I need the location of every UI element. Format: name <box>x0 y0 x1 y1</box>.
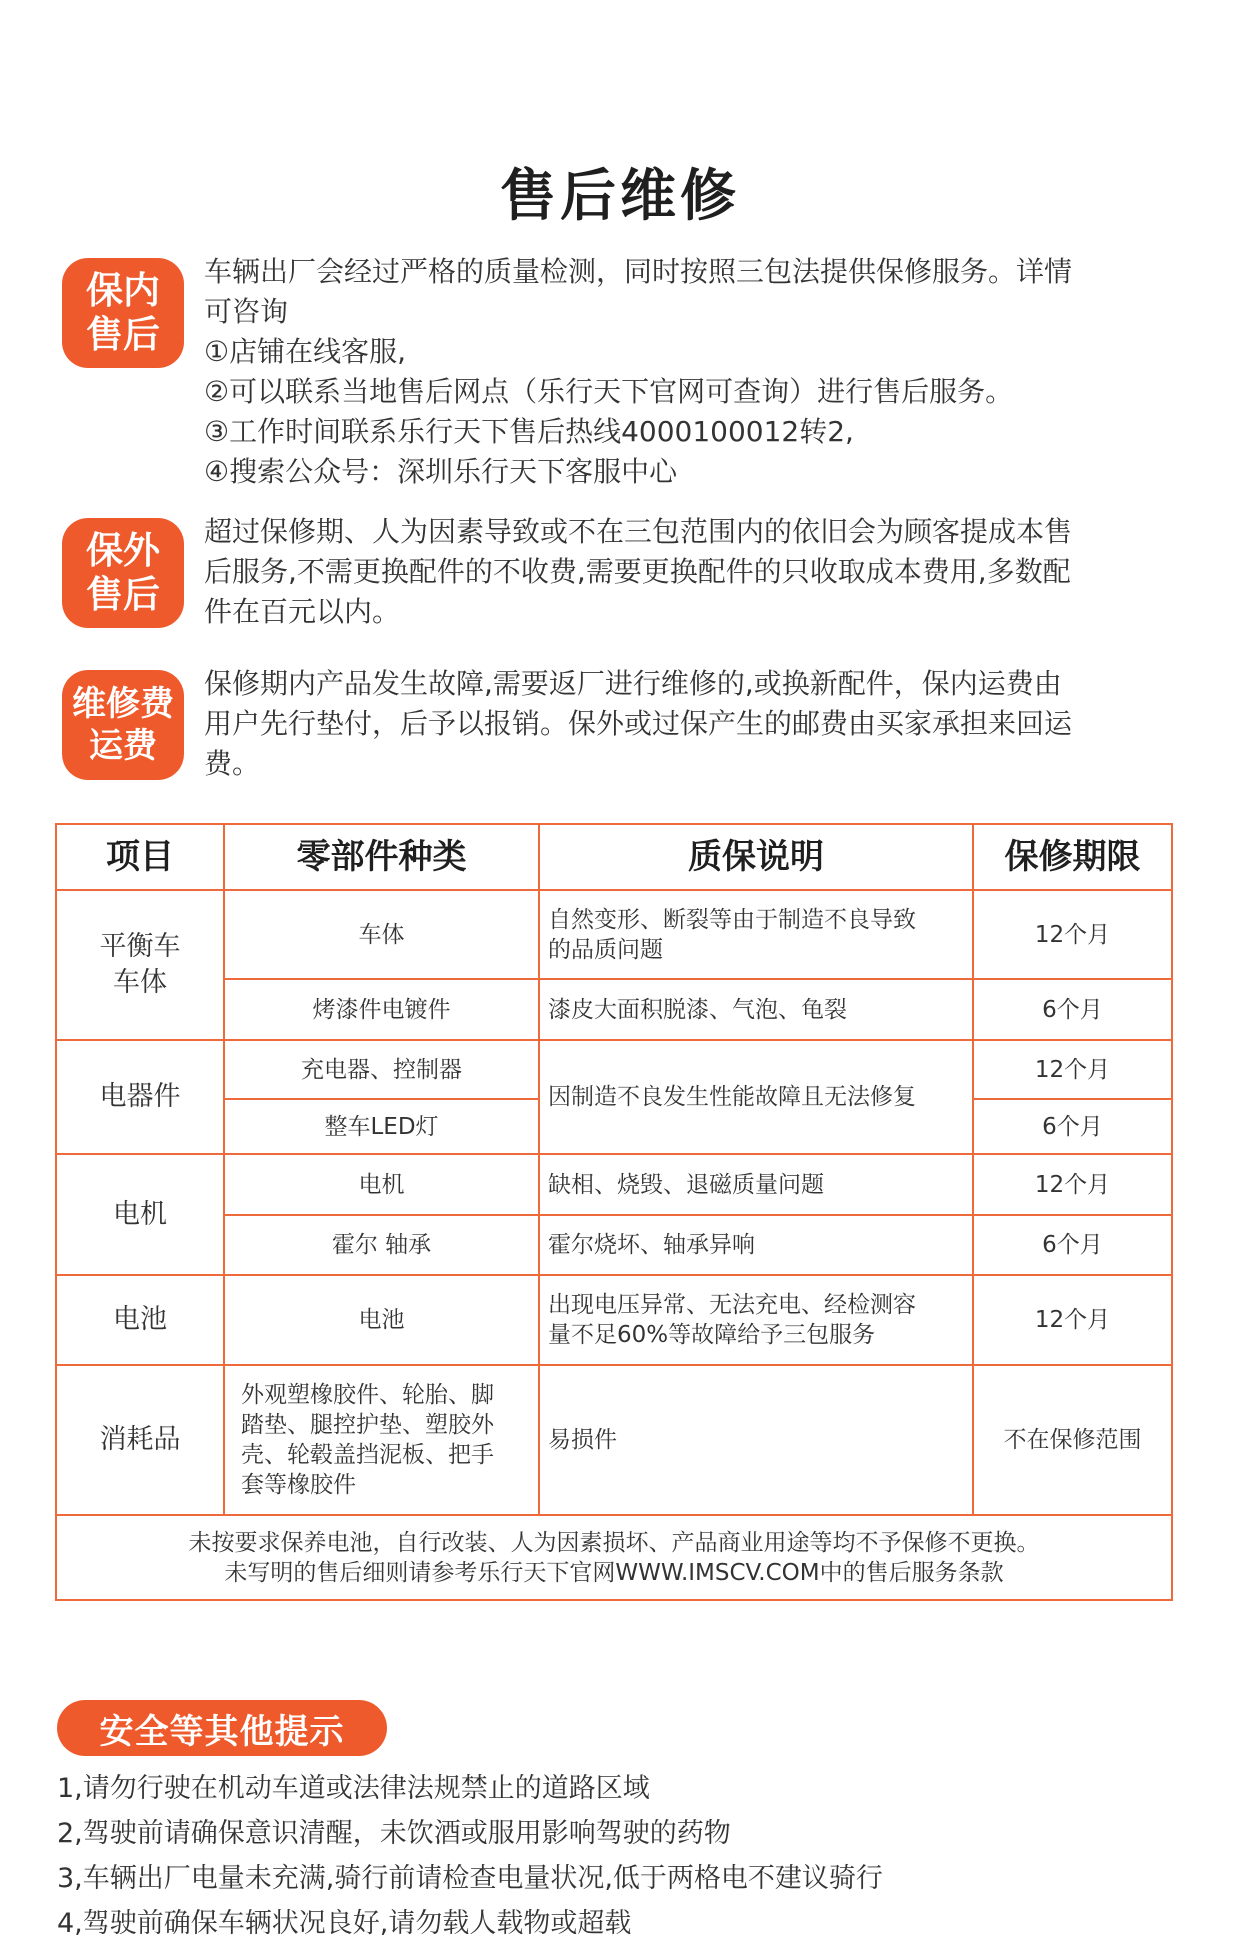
text-line: 用户先行垫付，后予以报销。保外或过保产生的邮费由买家承担来回运 <box>204 707 1073 740</box>
part-line: 外观塑橡胶件、轮胎、脚 <box>241 1382 494 1408</box>
text-line: ①店铺在线客服, <box>204 335 407 368</box>
desc-cell: 缺相、烧毁、退磁质量问题 <box>539 1154 973 1215</box>
text-line: ④搜索公众号：深圳乐行天下客服中心 <box>204 455 678 488</box>
part-cell: 整车LED灯 <box>224 1099 539 1154</box>
in-warranty-text <box>204 252 1190 492</box>
part-line: 套等橡胶件 <box>241 1472 356 1498</box>
shipping-fee-badge <box>62 670 184 780</box>
desc-line: 的品质问题 <box>548 936 663 963</box>
tip-item: 1,请勿行驶在机动车道或法律法规禁止的道路区域 <box>57 1773 650 1804</box>
period-cell: 6个月 <box>973 1215 1172 1275</box>
badge-line: 运费 <box>89 726 157 766</box>
safety-tips-list <box>57 1766 1187 1946</box>
text-line: 后服务,不需更换配件的不收费,需要更换配件的只收取成本费用,多数配 <box>204 555 1071 588</box>
out-warranty-text <box>204 512 1190 632</box>
table-row <box>56 1215 1172 1275</box>
page-title: 售后维修 <box>500 164 740 229</box>
desc-cell: 易损件 <box>539 1365 973 1515</box>
text-line: ③工作时间联系乐行天下售后热线4000100012转2, <box>204 415 854 448</box>
table-row <box>56 1040 1172 1099</box>
part-line: 壳、轮毂盖挡泥板、把手 <box>241 1442 494 1468</box>
warranty-table <box>55 823 1173 1601</box>
part-cell: 电池 <box>224 1275 539 1365</box>
period-cell: 12个月 <box>973 1040 1172 1099</box>
text-line: 费。 <box>204 747 261 780</box>
header-period: 保修期限 <box>973 824 1172 890</box>
category-line: 平衡车 <box>99 931 181 962</box>
part-cell: 烤漆件电镀件 <box>224 979 539 1040</box>
desc-line: 量不足60%等故障给予三包服务 <box>548 1322 876 1348</box>
text-line: 件在百元以内。 <box>204 595 401 628</box>
desc-line: 出现电压异常、无法充电、经检测容 <box>548 1292 916 1318</box>
in-warranty-badge <box>62 258 184 368</box>
part-cell: 充电器、控制器 <box>224 1040 539 1099</box>
period-cell: 12个月 <box>973 1154 1172 1215</box>
desc-cell: 因制造不良发生性能故障且无法修复 <box>539 1040 973 1154</box>
tip-item: 2,驾驶前请确保意识清醒，未饮酒或服用影响驾驶的药物 <box>57 1818 731 1849</box>
table-header-row <box>56 824 1172 890</box>
part-cell: 霍尔 轴承 <box>224 1215 539 1275</box>
category-battery: 电池 <box>56 1275 224 1365</box>
desc-line: 自然变形、断裂等由于制造不良导致 <box>548 906 916 933</box>
category-line: 车体 <box>113 967 167 998</box>
header-item: 项目 <box>56 824 224 890</box>
badge-line: 维修费 <box>72 684 174 724</box>
tip-item: 3,车辆出厂电量未充满,骑行前请检查电量状况,低于两格电不建议骑行 <box>57 1863 883 1894</box>
period-cell: 12个月 <box>973 1275 1172 1365</box>
part-cell: 电机 <box>224 1154 539 1215</box>
period-cell: 6个月 <box>973 979 1172 1040</box>
text-line: 车辆出厂会经过严格的质量检测，同时按照三包法提供保修服务。详情 <box>204 255 1073 288</box>
period-cell: 不在保修范围 <box>973 1365 1172 1515</box>
desc-cell <box>539 890 973 979</box>
period-cell: 12个月 <box>973 890 1172 979</box>
footer-line: 未写明的售后细则请参考乐行天下官网WWW.IMSCV.COM中的售后服务条款 <box>224 1559 1004 1586</box>
text-line: ②可以联系当地售后网点（乐行天下官网可查询）进行售后服务。 <box>204 375 1014 408</box>
badge-line: 售后 <box>86 313 160 356</box>
footer-line: 未按要求保养电池，自行改装、人为因素损坏、产品商业用途等均不予保修不更换。 <box>188 1529 1040 1556</box>
category-balance <box>56 890 224 1040</box>
tip-item: 4,驾驶前确保车辆状况良好,请勿载人载物或超载 <box>57 1908 632 1939</box>
out-warranty-badge <box>62 518 184 628</box>
table-row <box>56 1275 1172 1365</box>
header-part: 零部件种类 <box>224 824 539 890</box>
table-footer <box>56 1515 1172 1600</box>
part-line: 踏垫、腿控护垫、塑胶外 <box>241 1412 494 1438</box>
table-row <box>56 979 1172 1040</box>
period-cell: 6个月 <box>973 1099 1172 1154</box>
badge-line: 售后 <box>86 573 160 616</box>
category-motor: 电机 <box>56 1154 224 1275</box>
badge-line: 保内 <box>86 269 160 312</box>
table-row <box>56 1365 1172 1515</box>
text-line: 超过保修期、人为因素导致或不在三包范围内的依旧会为顾客提成本售 <box>204 515 1073 548</box>
desc-cell: 霍尔烧坏、轴承异响 <box>539 1215 973 1275</box>
part-cell: 车体 <box>224 890 539 979</box>
badge-line: 保外 <box>86 529 160 572</box>
text-line: 保修期内产品发生故障,需要返厂进行维修的,或换新配件，保内运费由 <box>204 667 1062 700</box>
header-desc: 质保说明 <box>539 824 973 890</box>
table-footer-row <box>56 1515 1172 1600</box>
category-consumable: 消耗品 <box>56 1365 224 1515</box>
text-line: 可咨询 <box>204 295 289 328</box>
desc-cell: 漆皮大面积脱漆、气泡、龟裂 <box>539 979 973 1040</box>
safety-tips-heading: 安全等其他提示 <box>57 1700 387 1756</box>
shipping-fee-text <box>204 664 1190 784</box>
category-electric: 电器件 <box>56 1040 224 1154</box>
desc-cell <box>539 1275 973 1365</box>
table-row <box>56 890 1172 979</box>
table-row <box>56 1154 1172 1215</box>
part-cell <box>224 1365 539 1515</box>
